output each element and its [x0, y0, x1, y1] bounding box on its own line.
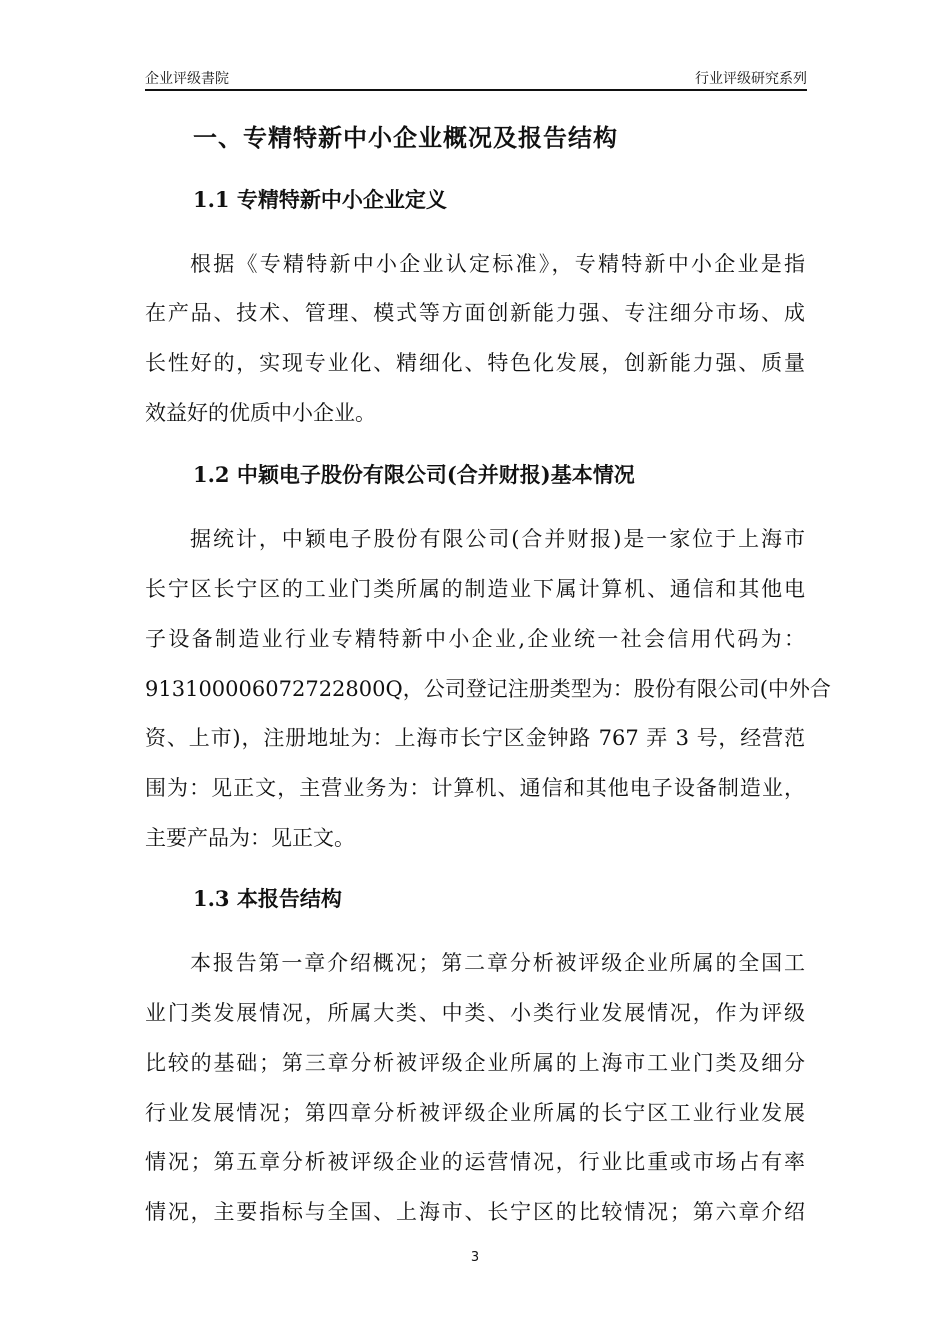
- header-publisher: 企业评级書院: [145, 71, 229, 87]
- page-header: [145, 66, 807, 88]
- paragraph-line: 情况，主要指标与全国、上海市、长宁区的比较情况；第六章介绍: [145, 1200, 805, 1224]
- paragraph-line: 效益好的优质中小企业。: [145, 401, 376, 425]
- paragraph-line: 据统计，中颖电子股份有限公司(合并财报)是一家位于上海市: [190, 527, 805, 551]
- section-heading-1-3: 1.3 本报告结构: [193, 886, 342, 911]
- paragraph-line: 业门类发展情况，所属大类、中类、小类行业发展情况，作为评级: [145, 1001, 805, 1025]
- page-number: 3: [470, 1250, 480, 1265]
- paragraph-line: 长性好的，实现专业化、精细化、特色化发展，创新能力强、质量: [145, 351, 805, 375]
- paragraph-line: 资、上市)，注册地址为：上海市长宁区金钟路 767 弄 3 号，经营范: [145, 726, 805, 750]
- paragraph-line: 情况；第五章分析被评级企业的运营情况，行业比重或市场占有率: [145, 1150, 805, 1174]
- header-series: 行业评级研究系列: [695, 71, 807, 87]
- paragraph-line: 比较的基础；第三章分析被评级企业所属的上海市工业门类及细分: [145, 1051, 805, 1075]
- paragraph-line: 根据《专精特新中小企业认定标准》，专精特新中小企业是指: [190, 252, 805, 276]
- paragraph-line: 在产品、技术、管理、模式等方面创新能力强、专注细分市场、成: [145, 301, 805, 325]
- paragraph-line: 子设备制造业行业专精特新中小企业,企业统一社会信用代码为：: [145, 627, 805, 651]
- section-heading-1-2: 1.2 中颖电子股份有限公司(合并财报)基本情况: [193, 462, 635, 487]
- paragraph-line: 本报告第一章介绍概况；第二章分析被评级企业所属的全国工: [190, 951, 805, 975]
- paragraph-line: 主要产品为：见正文。: [145, 826, 355, 850]
- paragraph-line: 行业发展情况；第四章分析被评级企业所属的长宁区工业行业发展: [145, 1101, 805, 1125]
- paragraph-line: 长宁区长宁区的工业门类所属的制造业下属计算机、通信和其他电: [145, 577, 805, 601]
- paragraph-line: 913100006072722800Q，公司登记注册类型为：股份有限公司(中外合: [145, 677, 831, 701]
- header-divider: [145, 89, 807, 91]
- section-heading-1-1: 1.1 专精特新中小企业定义: [193, 187, 447, 212]
- paragraph-line: 围为：见正文，主营业务为：计算机、通信和其他电子设备制造业，: [145, 776, 805, 800]
- chapter-title: 一、专精特新中小企业概况及报告结构: [193, 123, 618, 152]
